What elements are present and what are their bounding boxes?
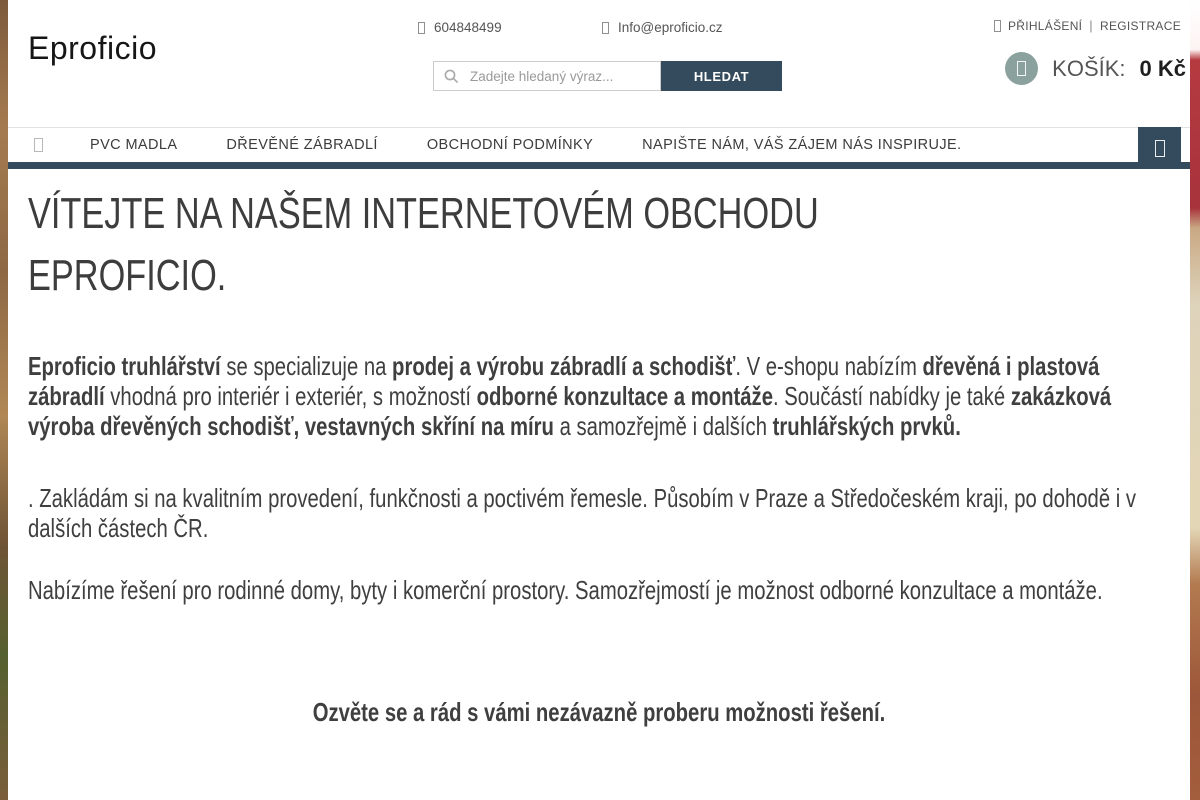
intro-seg-2: prodej a výrobu zábradlí a schodišť [392,351,736,381]
page-container [8,0,1190,800]
lock-icon [994,20,1001,32]
magnifier-icon [444,69,459,84]
intro-seg-7: . Součástí nabídky je také [772,381,1011,411]
background-image-left-edge [0,0,8,800]
envelope-icon [602,22,609,34]
intro-paragraph [28,351,1170,441]
intro-seg-4: dřevěná i plastová zábradlí [28,351,1100,411]
page-title-line2: EPROFICIO. [28,251,227,300]
search-submit-button[interactable]: HLEDAT [661,61,782,91]
header-email [602,20,723,35]
cart-icon [1017,61,1026,76]
main-content [8,169,1190,727]
header-search-bar [433,61,782,91]
intro-seg-3: . V e-shopu nabízím [735,351,923,381]
nav-home-link[interactable] [34,138,43,152]
register-link[interactable]: REGISTRACE [1099,18,1181,33]
intro-seg-1: se specializuje na [220,351,393,381]
intro-seg-9: a samozřejmě i dalších [553,411,773,441]
nav-search-button[interactable] [1138,127,1181,169]
intro-seg-6: odborné konzultace a montáže [476,381,773,411]
cart-label: KOŠÍK: [1052,55,1126,81]
phone-icon [418,22,425,34]
paragraph-quality: . Zakládám si na kvalitním provedení, funkčnosti a poctivém řemesle. Působím v Praze a Středočeském kraji, po dohodě i v dalších částech ČR. [28,483,1137,543]
login-link[interactable]: PŘIHLÁŠENÍ [1007,18,1083,33]
search-input[interactable] [433,61,661,91]
home-icon [34,138,43,152]
email-address[interactable]: Info@eproficio.cz [618,20,723,35]
closing-call-to-action: Ozvěte se a rád s vámi nezávazně proberu možnosti řešení. [312,697,886,727]
phone-number: 604848499 [434,20,502,35]
site-logo[interactable]: Eproficio [28,30,157,66]
intro-seg-10: truhlářských prvků. [772,411,961,441]
account-links [994,18,1181,33]
cart-icon-circle[interactable] [1005,52,1038,85]
main-navigation [8,127,1190,169]
header [8,0,1190,127]
intro-seg-0: Eproficio truhlářství [28,351,221,381]
cart-widget[interactable] [1005,52,1186,85]
background-image-right-edge [1190,0,1200,800]
intro-seg-5: vhodná pro interiér i exteriér, s možností [104,381,477,411]
nav-item-pvc-madla[interactable]: PVC MADLA [90,137,178,153]
nav-item-drevene-zabradli[interactable]: DŘEVĚNÉ ZÁBRADLÍ [226,137,378,153]
page-title-line1: VÍTEJTE NA NAŠEM INTERNETOVÉM OBCHODU [28,189,819,238]
nav-item-napiste-nam[interactable]: NAPIŠTE NÁM, VÁŠ ZÁJEM NÁS INSPIRUJE. [642,137,962,153]
account-separator: | [1089,18,1093,33]
search-icon [1155,140,1165,157]
nav-item-obchodni-podminky[interactable]: OBCHODNÍ PODMÍNKY [426,137,594,153]
paragraph-offer: Nabízíme řešení pro rodinné domy, byty i komerční prostory. Samozřejmostí je možnost odborné konzultace a montáže. [28,575,1103,605]
search-field-wrap [433,61,661,91]
page-title [28,183,1170,307]
intro-seg-8: zakázková výroba dřevěných schodišť, vestavných skříní na míru [28,381,1112,441]
header-phone [418,20,502,35]
cart-amount: 0 Kč [1139,55,1186,81]
